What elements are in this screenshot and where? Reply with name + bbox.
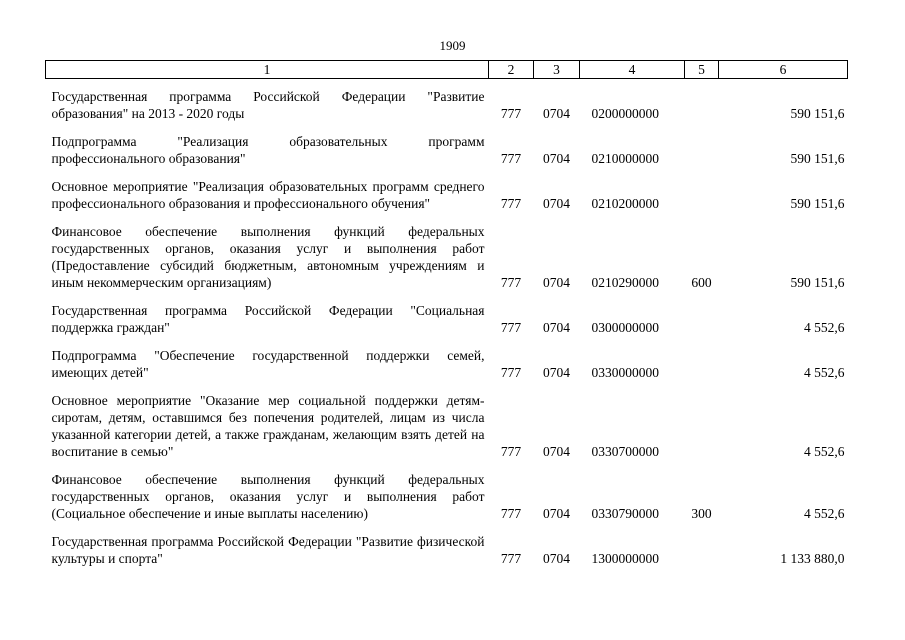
row-name: Основное мероприятие "Реализация образовательных программ среднего профессионального образования и профессионального обучения" [51, 179, 485, 211]
table-row [46, 302, 848, 339]
row-spacer [46, 339, 848, 347]
row-col2: 777 [500, 506, 522, 521]
row-spacer-cell [46, 170, 848, 178]
row-col4: 0330790000 [591, 506, 659, 521]
table-row [46, 133, 848, 170]
row-name: Подпрограмма "Обеспечение государственной поддержки семей, имеющих детей" [51, 348, 485, 380]
header-cell-6: 6 [719, 61, 848, 79]
row-col2: 777 [500, 551, 522, 566]
table-row [46, 223, 848, 294]
row-spacer [46, 294, 848, 302]
row-spacer-cell [46, 125, 848, 133]
row-name: Государственная программа Российской Федерации "Развитие физической культуры и спорта" [51, 534, 485, 566]
row-col3: 0704 [543, 275, 570, 290]
row-col2: 777 [500, 444, 522, 459]
row-spacer-cell [46, 339, 848, 347]
row-col5 [685, 88, 719, 125]
row-col6: 4 552,6 [804, 365, 845, 380]
row-col5 [685, 133, 719, 170]
row-col4: 0210200000 [591, 196, 659, 211]
budget-table [45, 60, 848, 570]
row-col6: 4 552,6 [804, 444, 845, 459]
row-spacer [46, 79, 848, 89]
row-spacer [46, 384, 848, 392]
row-spacer-cell [46, 215, 848, 223]
row-col2: 777 [500, 196, 522, 211]
header-cell-5: 5 [685, 61, 719, 79]
header-cell-3: 3 [534, 61, 580, 79]
row-col6: 590 151,6 [790, 196, 845, 211]
row-spacer-cell [46, 384, 848, 392]
row-col2: 777 [500, 106, 522, 121]
row-col6: 590 151,6 [790, 275, 845, 290]
row-name: Основное мероприятие "Оказание мер социальной поддержки детям-сиротам, детям, оставшимся без попечения родителей, лицам из числа указанной категории детей, а также гражданам, желающим взять детей на воспитание в семью" [51, 393, 485, 459]
row-col3: 0704 [543, 551, 570, 566]
row-col5 [685, 347, 719, 384]
row-spacer [46, 170, 848, 178]
row-col6: 590 151,6 [790, 151, 845, 166]
row-col3: 0704 [543, 106, 570, 121]
row-name: Финансовое обеспечение выполнения функций федеральных государственных органов, оказания услуг и выполнения работ (Предоставление субсидий бюджетным, автономным учреждениям и иным некоммерческим организациям) [51, 224, 485, 290]
row-col4: 0330700000 [591, 444, 659, 459]
row-col3: 0704 [543, 444, 570, 459]
table-row [46, 471, 848, 525]
row-spacer [46, 525, 848, 533]
row-col3: 0704 [543, 196, 570, 211]
header-cell-1: 1 [46, 61, 489, 79]
row-col4: 0330000000 [591, 365, 659, 380]
row-spacer [46, 125, 848, 133]
row-col6: 590 151,6 [790, 106, 845, 121]
table-row [46, 347, 848, 384]
row-col5 [685, 302, 719, 339]
row-col3: 0704 [543, 320, 570, 335]
table-row [46, 178, 848, 215]
header-row [46, 61, 848, 79]
row-col2: 777 [500, 151, 522, 166]
row-spacer-cell [46, 79, 848, 89]
row-col5 [685, 533, 719, 570]
row-col3: 0704 [543, 151, 570, 166]
row-name: Государственная программа Российской Федерации "Социальная поддержка граждан" [51, 303, 485, 335]
table-row [46, 392, 848, 463]
row-col5: 300 [691, 506, 712, 521]
row-name: Финансовое обеспечение выполнения функций федеральных государственных органов, оказания услуг и выполнения работ (Социальное обеспечение и иные выплаты населению) [51, 472, 485, 521]
header-cell-4: 4 [580, 61, 685, 79]
row-col6: 1 133 880,0 [780, 551, 845, 566]
row-spacer [46, 463, 848, 471]
row-col4: 0200000000 [591, 106, 659, 121]
row-spacer [46, 215, 848, 223]
page-number: 1909 [439, 38, 466, 53]
row-col2: 777 [500, 365, 522, 380]
row-col4: 0210000000 [591, 151, 659, 166]
row-col2: 777 [500, 275, 522, 290]
row-col6: 4 552,6 [804, 320, 845, 335]
row-col5 [685, 392, 719, 463]
row-spacer-cell [46, 294, 848, 302]
row-col4: 0300000000 [591, 320, 659, 335]
row-spacer-cell [46, 463, 848, 471]
row-col3: 0704 [543, 365, 570, 380]
row-col2: 777 [500, 320, 522, 335]
header-cell-2: 2 [489, 61, 534, 79]
row-spacer-cell [46, 525, 848, 533]
row-col5 [685, 178, 719, 215]
row-col6: 4 552,6 [804, 506, 845, 521]
row-name: Государственная программа Российской Федерации "Развитие образования" на 2013 - 2020 годы [51, 89, 485, 121]
row-col5: 600 [691, 275, 712, 290]
table-row [46, 88, 848, 125]
row-col3: 0704 [543, 506, 570, 521]
table-row [46, 533, 848, 570]
row-col4: 1300000000 [591, 551, 659, 566]
table-body [46, 79, 848, 571]
row-name: Подпрограмма "Реализация образовательных программ профессионального образования" [51, 134, 485, 166]
row-col4: 0210290000 [591, 275, 659, 290]
